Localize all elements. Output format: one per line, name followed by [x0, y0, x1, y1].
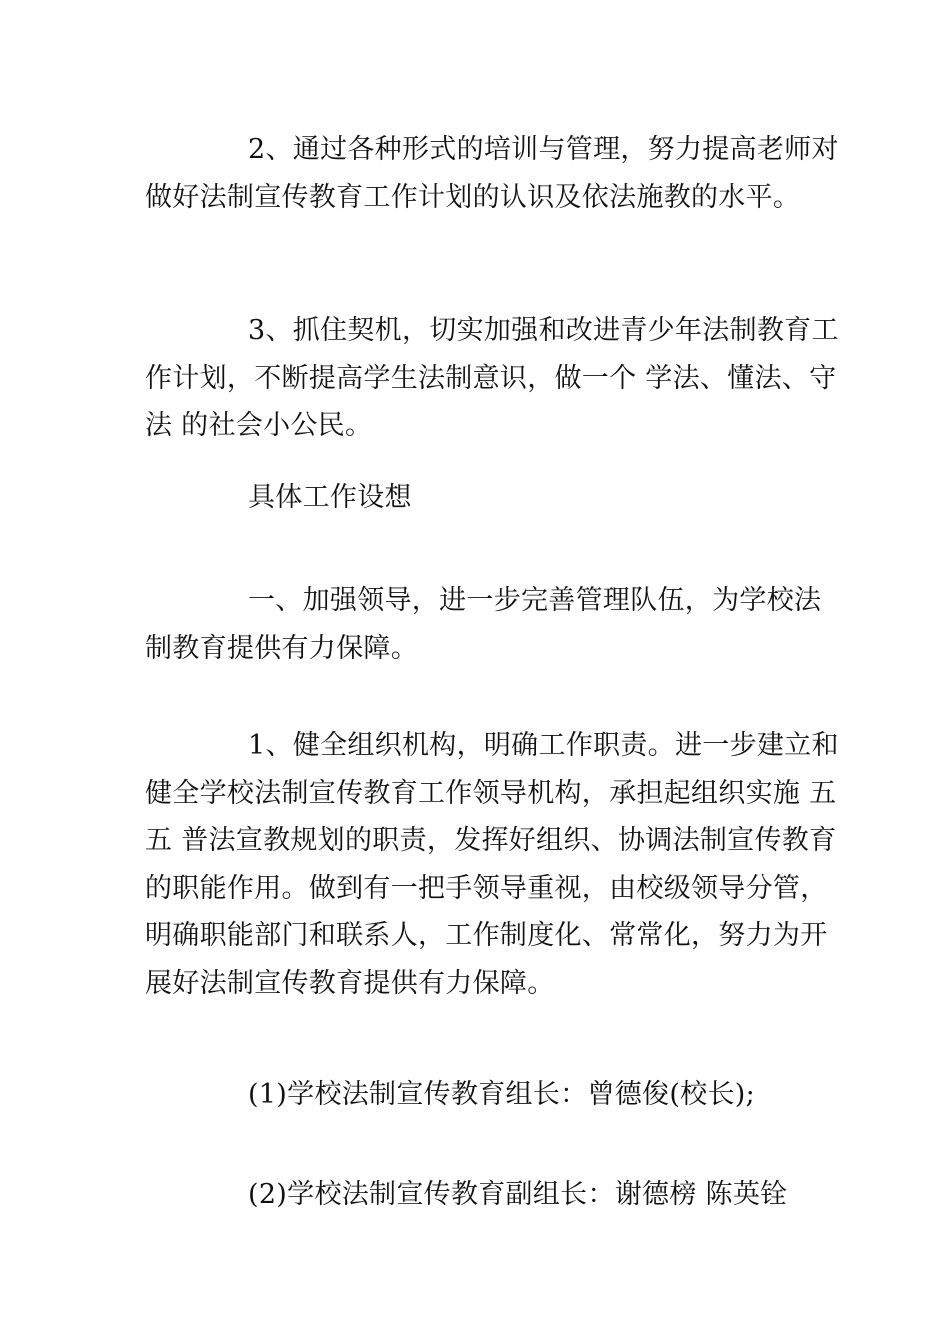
paragraph-youth-education-goal [145, 307, 839, 450]
paragraph-strengthen-leadership [145, 577, 822, 672]
paragraph-line: 健全学校法制宣传教育工作领导机构，承担起组织实施 五 [145, 777, 837, 809]
paragraph-line: 3、抓住契机，切实加强和改进青少年法制教育工 [248, 315, 839, 346]
paragraph-line: 展好法制宣传教育提供有力保障。 [145, 967, 555, 999]
paragraph-line: 作计划，不断提高学生法制意识，做一个 学法、懂法、守 [145, 362, 837, 394]
list-item-deputy-leader [145, 1171, 810, 1219]
paragraph-line: (1)学校法制宣传教育组长：曾德俊(校长); [248, 1079, 756, 1110]
list-item-group-leader [145, 1071, 810, 1119]
paragraph-line: (2)学校法制宣传教育副组长：谢德榜 陈英铨 [248, 1179, 788, 1210]
paragraph-line: 明确职能部门和联系人，工作制度化、常常化，努力为开 [145, 920, 828, 951]
paragraph-training-goal [145, 126, 839, 221]
section-heading-work-plan [145, 474, 810, 522]
paragraph-organization-structure [145, 722, 839, 1007]
paragraph-line: 具体工作设想 [248, 482, 412, 513]
paragraph-line: 五 普法宣教规划的职责，发挥好组织、协调法制宣传教育 [145, 825, 837, 856]
paragraph-line: 法 的社会小公民。 [145, 410, 373, 441]
paragraph-line: 1、健全组织机构，明确工作职责。进一步建立和 [248, 730, 839, 761]
paragraph-line: 制教育提供有力保障。 [145, 632, 418, 664]
paragraph-line: 做好法制宣传教育工作计划的认识及依法施教的水平。 [145, 181, 801, 213]
paragraph-line: 2、通过各种形式的培训与管理，努力提高老师对 [248, 134, 839, 165]
paragraph-line: 的职能作用。做到有一把手领导重视，由校级领导分管， [145, 872, 828, 904]
paragraph-line: 一、加强领导，进一步完善管理队伍，为学校法 [248, 585, 822, 616]
